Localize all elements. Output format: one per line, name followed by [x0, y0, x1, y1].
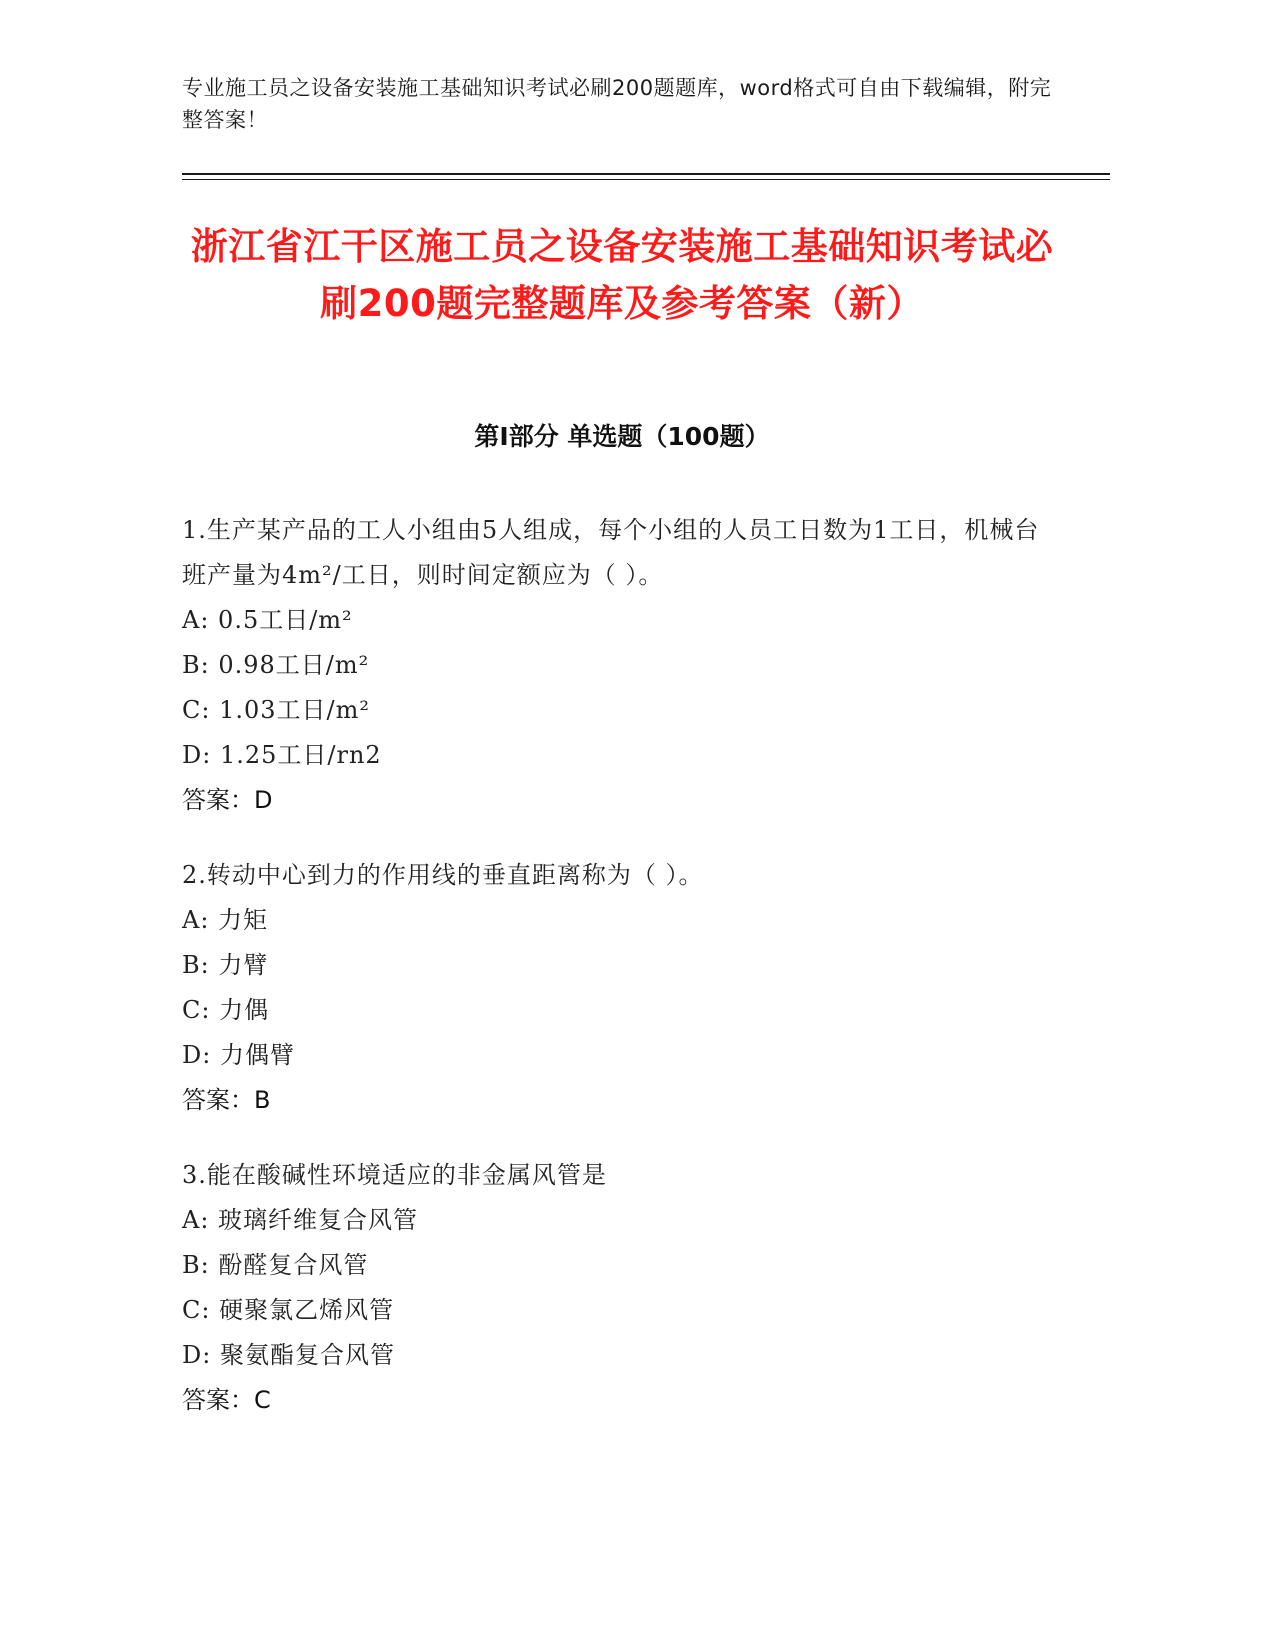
option-d: D: 1.25工日/rn2 — [182, 741, 382, 769]
header-divider-thick — [182, 173, 1110, 175]
option-a: A: 力矩 — [182, 906, 269, 934]
answer-text: 答案：C — [182, 1386, 271, 1414]
question-stem: 2.转动中心到力的作用线的垂直距离称为（ ）。 — [182, 861, 704, 889]
option-d: D: 力偶臂 — [182, 1041, 295, 1069]
header-note: 专业施工员之设备安装施工基础知识考试必刷200题题库，word格式可自由下载编辑，附完整答案！ — [182, 76, 1052, 132]
question-2 — [182, 853, 1062, 1123]
option-b: B: 力臂 — [182, 951, 269, 979]
question-stem: 1.生产某产品的工人小组由5人组成，每个小组的人员工日数为1工日，机械台班产量为4m²/工日，则时间定额应为（ ）。 — [182, 516, 1040, 589]
option-c: C: 硬聚氯乙烯风管 — [182, 1296, 395, 1324]
option-c: C: 力偶 — [182, 996, 270, 1024]
option-d: D: 聚氨酯复合风管 — [182, 1341, 395, 1369]
option-a: A: 玻璃纤维复合风管 — [182, 1206, 419, 1234]
document-title: 浙江省江干区施工员之设备安装施工基础知识考试必刷200题完整题库及参考答案（新） — [190, 225, 1054, 325]
option-c: C: 1.03工日/m² — [182, 696, 370, 724]
question-list — [182, 508, 1062, 1453]
question-1 — [182, 508, 1062, 823]
option-b: B: 酚醛复合风管 — [182, 1251, 369, 1279]
answer-text: 答案：B — [182, 1086, 271, 1114]
question-stem: 3.能在酸碱性环境适应的非金属风管是 — [182, 1161, 607, 1189]
question-3 — [182, 1153, 1062, 1423]
header-divider-thin — [182, 179, 1110, 180]
answer-text: 答案：D — [182, 786, 273, 814]
option-a: A: 0.5工日/m² — [182, 606, 353, 634]
option-b: B: 0.98工日/m² — [182, 651, 370, 679]
section-heading: 第I部分 单选题（100题） — [474, 422, 770, 451]
